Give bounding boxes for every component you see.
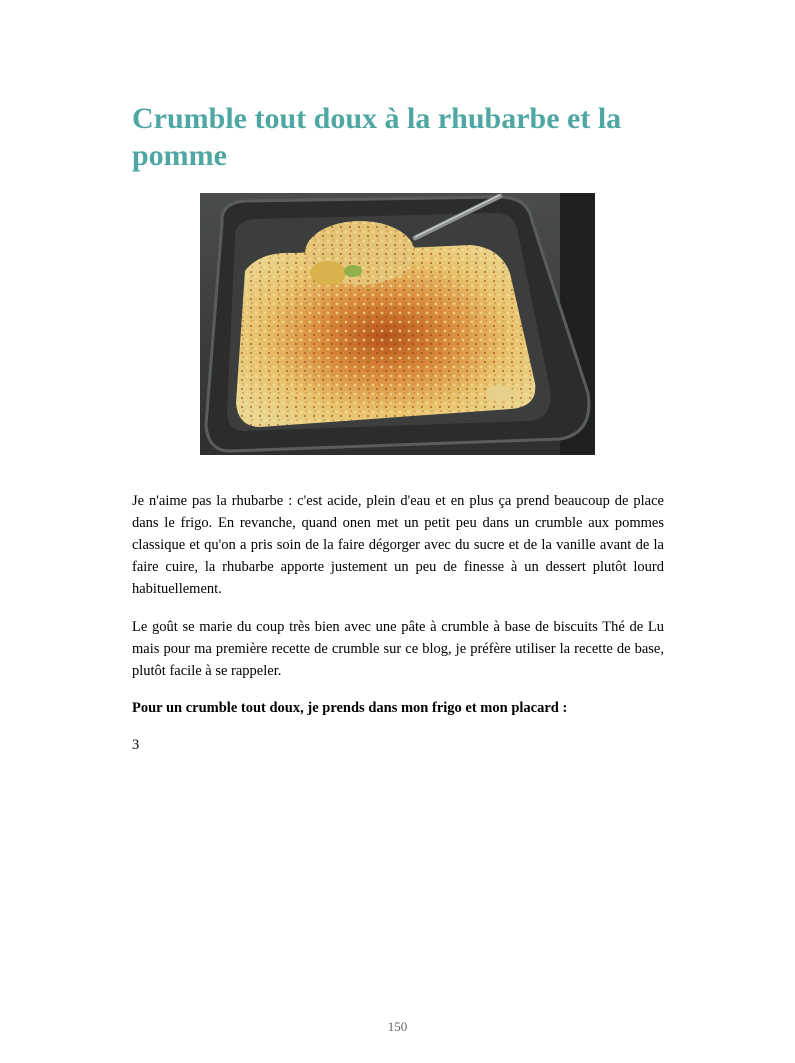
page-number: 150 [387, 1019, 408, 1034]
second-paragraph: Le goût se marie du coup très bien avec une pâte à crumble à base de biscuits Thé de Lu mais pour ma première recette de crumble sur ce blog, je préfère utiliser la recette de base, plutôt facile à se rappeler. [132, 619, 664, 679]
crumble-photo [200, 193, 595, 455]
intro-paragraph: Je n'aime pas la rhubarbe : c'est acide, plein d'eau et en plus ça prend beaucoup de place dans le frigo. En revanche, quand onen met un petit peu dans un crumble aux pommes classique et qu'on a pris soin de la faire dégorger avec du sucre et de la vanille avant de la faire cuire, la rhubarbe apporte justement un peu de finesse à un dessert plutôt lourd habituellement. [132, 493, 664, 597]
ingredients-heading: Pour un crumble tout doux, je prends dans mon frigo et mon placard : [132, 700, 568, 716]
ingredient-line: 3 [132, 737, 140, 753]
page-title: Crumble tout doux à la rhubarbe et la pomme [132, 102, 622, 172]
